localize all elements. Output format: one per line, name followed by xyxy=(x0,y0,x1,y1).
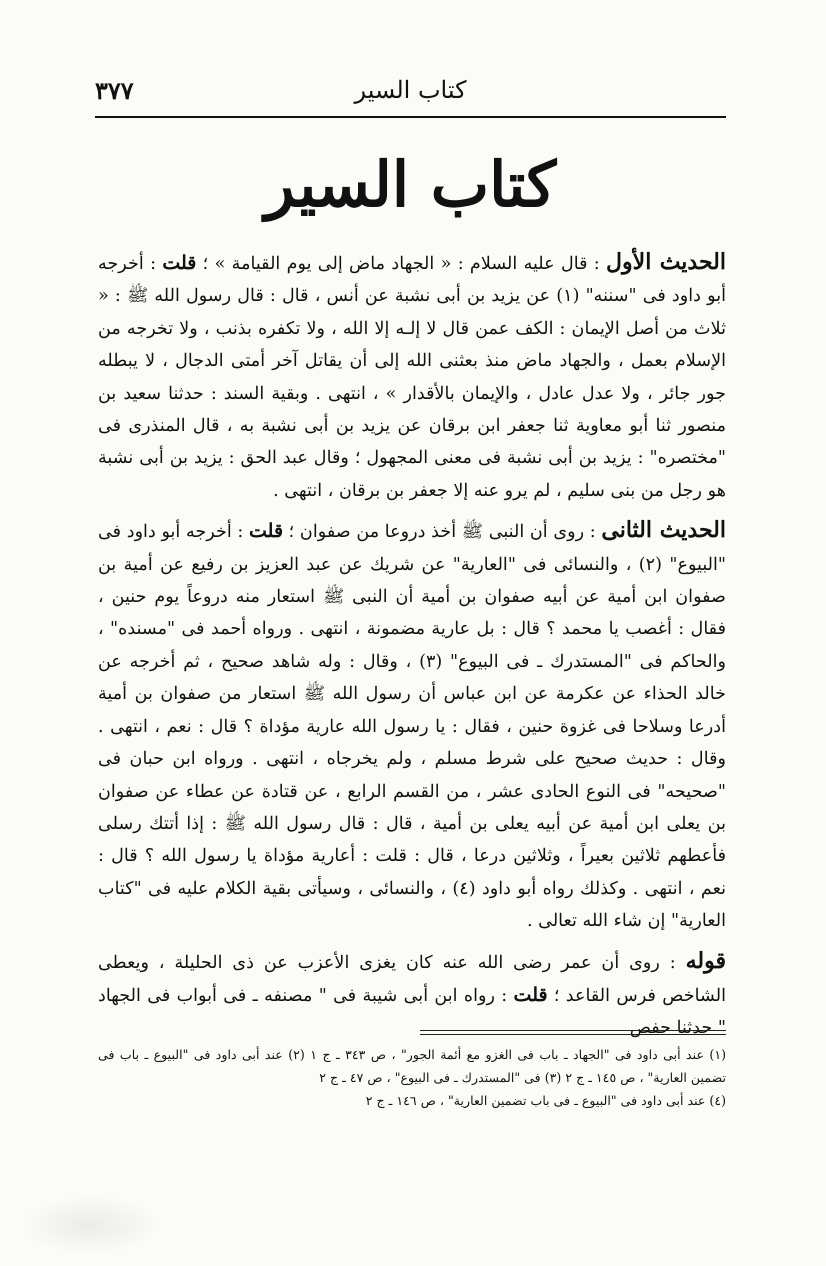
paragraph-text: : أخرجه أبو داود فى "البيوع" (٢) ، والنسائى فى "العارية" عن شريك عن عبد العزيز بن رفيع عن أمية بن صفوان ابن أمية عن أبيه صفوان بن أمية أن النبى ﷺ استعار منه دروعاً يوم حنين ، فقال : أغصب يا محمد ؟ قال : بل عارية مضمونة ، انتهى . ورواه أحمد فى "مسنده" ، والحاكم فى "المستدرك ـ فى البيوع" (٣) ، وقال : وله شاهد صحيح ، ثم أخرجه عن خالد الحذاء عن عكرمة عن ابن عباس أن رسول الله ﷺ استعار من صفوان بن أمية أدرعا وسلاحا فى غزوة حنين ، فقال : يا رسول الله عارية مؤداة ؟ قال : نعم ، انتهى . وقال : حديث صحيح على شرط مسلم ، ولم يخرجاه ، انتهى . ورواه ابن حبان فى "صحيحه" فى النوع الحادى عشر ، من القسم الرابع ، عن قتادة عن عطاء عن صفوان بن يعلى ابن أمية عن أبيه يعلى بن أمية ، قال : قال رسول الله ﷺ : إذا أتتك رسلى فأعطهم ثلاثين بعيراً ، وثلاثين درعا ، قال : قلت : أعارية مؤداة يا رسول الله ؟ قال : نعم ، انتهى . وكذلك رواه أبو داود (٤) ، والنسائى ، وسيأتى بقية الكلام عليه فى "كتاب العارية" إن شاء الله تعالى . xyxy=(98,522,726,932)
qult-marker: قلت xyxy=(513,983,548,1006)
paragraph-text: : قال عليه السلام : « الجهاد ماض إلى يوم القيامة » ؛ xyxy=(196,254,607,274)
header-rule xyxy=(95,116,726,118)
paragraph-text: : رواه ابن أبى شيبة فى " مصنفه ـ فى أبواب فى الجهاد " حدثنا حفص xyxy=(98,985,726,1039)
paragraph-text: : روى أن النبى ﷺ أخذ دروعا من صفوان ؛ xyxy=(283,522,602,543)
footnotes xyxy=(98,1043,726,1112)
paragraph-lead: الحديث الثانى xyxy=(601,517,726,544)
paragraph-text: : روى أن عمر رضى الله عنه كان يغزى الأعزب عن ذى الحليلة ، ويعطى الشاخص فرس القاعد ؛ xyxy=(98,952,726,1006)
qult-marker: قلت xyxy=(249,520,284,543)
footnote-line: (٤) عند أبى داود فى "البيوع ـ فى باب تضمين العارية" ، ص ١٤٦ ـ ج ٢ xyxy=(365,1093,726,1108)
chapter-title: كتاب السير xyxy=(264,148,557,221)
paragraph-lead: الحديث الأول xyxy=(606,249,726,275)
main-text xyxy=(98,246,726,1045)
paper-smudge xyxy=(20,1195,160,1255)
paragraph-lead: قوله xyxy=(685,947,726,974)
running-title: كتاب السير xyxy=(354,76,467,104)
paragraph-hadith-1 xyxy=(98,246,726,507)
footnote-rule xyxy=(420,1030,726,1035)
running-head xyxy=(95,72,726,112)
page-number: ٣٧٧ xyxy=(95,76,134,105)
paragraph-text: : أخرجه أبو داود فى "سننه" (١) عن يزيد بن أبى نشبة عن أنس ، قال : قال رسول الله ﷺ : « ثلاث من أصل الإيمان : الكف عمن قال لا إلـه إلا الله ، ولا تكفره بذنب ، ولا تخرجه من الإسلام بعمل ، والجهاد ماض منذ بعثنى الله إلى أن يقاتل آخر أمتى الدجال ، لا يبطله جور جائر ، ولا عدل عادل ، والإيمان بالأقدار » ، انتهى . وبقية السند : حدثنا سعيد بن منصور ثنا أبو معاوية ثنا جعفر ابن برقان عن يزيد بن أبى نشبة به ، قال المنذرى فى "مختصره" : يزيد بن أبى نشبة فى معنى المجهول ؛ وقال عبد الحق : يزيد بن أبى نشبة هو رجل من بنى سليم ، لم يرو عنه إلا جعفر بن برقان ، انتهى . xyxy=(98,254,726,501)
footnote-line: (١) عند أبى داود فى "الجهاد ـ باب فى الغزو مع أئمة الجور" ، ص ٣٤٣ ـ ج ١ (٢) عند أبى داود فى "البيوع ـ باب فى تضمين العارية" ، ص ١٤٥ ـ ج ٢ (٣) فى "المستدرك ـ فى البيوع" ، ص ٤٧ ـ ج ٢ xyxy=(98,1047,726,1085)
qult-marker: قلت xyxy=(162,252,197,274)
paragraph-hadith-2 xyxy=(98,514,726,937)
